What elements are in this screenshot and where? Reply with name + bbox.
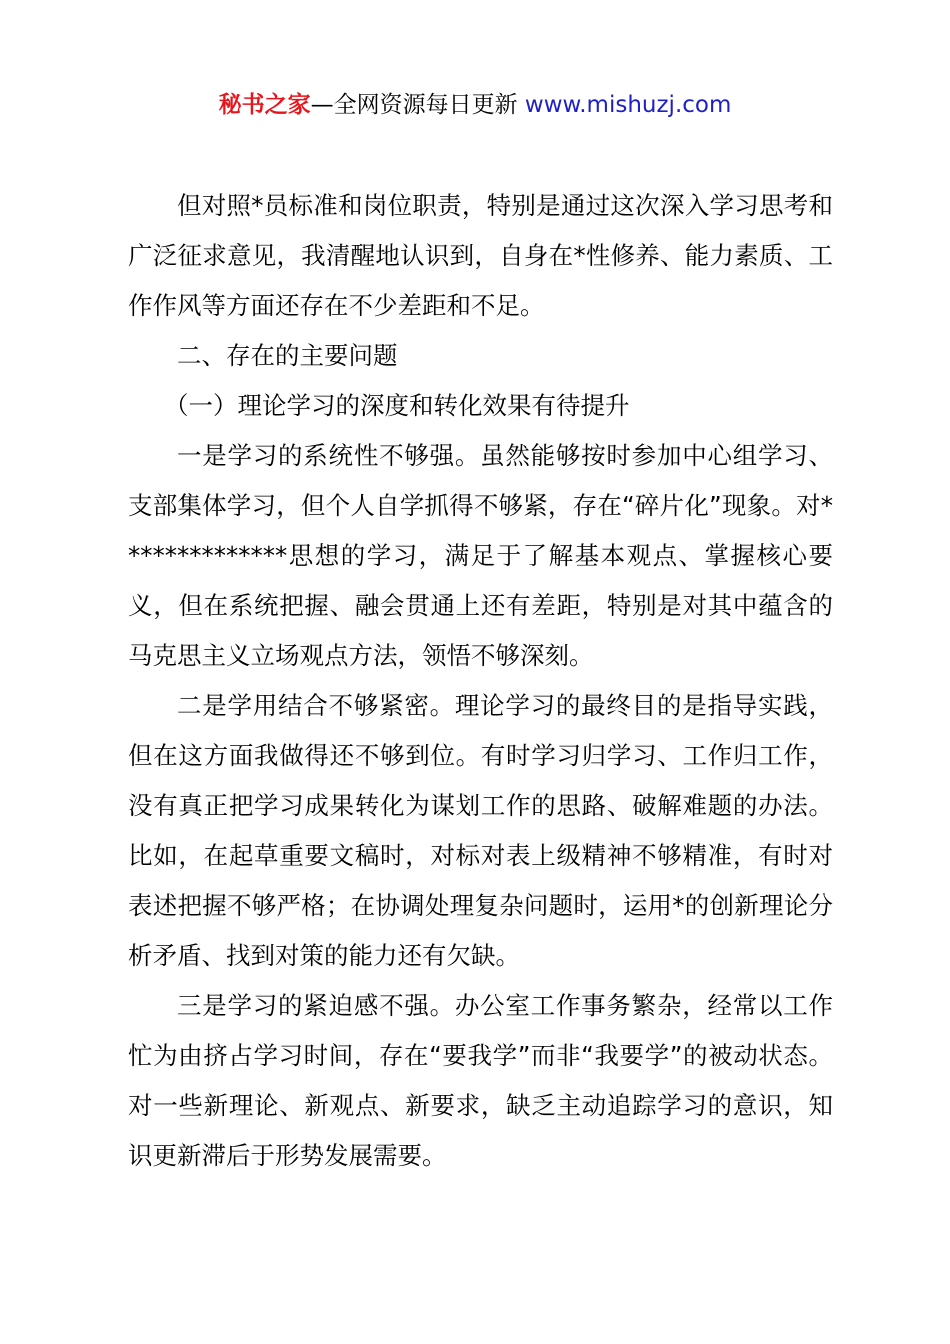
website-link[interactable]: www.mishuzj.com [524, 92, 732, 118]
section-heading: 二、存在的主要问题 [177, 341, 398, 370]
page-header [0, 88, 950, 122]
paragraph-point-one: 一是学习的系统性不够强。虽然能够按时参加中心组学习、支部集体学习，但个人自学抓得不够紧，存在“碎片化”现象。对**************思想的学习，满足于了解基本观点、掌握核心要义，但在系统把握、融会贯通上还有差距，特别是对其中蕴含的马克思主义立场观点方法，领悟不够深刻。 [128, 441, 833, 670]
subsection-heading: （一）理论学习的深度和转化效果有待提升 [164, 391, 630, 420]
paragraph-intro: 但对照*员标准和岗位职责，特别是通过这次深入学习思考和广泛征求意见，我清醒地认识到，自身在*性修养、能力素质、工作作风等方面还存在不少差距和不足。 [128, 191, 833, 320]
paragraph-point-three: 三是学习的紧迫感不强。办公室工作事务繁杂，经常以工作忙为由挤占学习时间，存在“要我学”而非“我要学”的被动状态。对一些新理论、新观点、新要求，缺乏主动追踪学习的意识，知识更新滞后于形势发展需要。 [128, 991, 833, 1170]
header-tagline: —全网资源每日更新 [310, 92, 518, 118]
paragraph-point-two: 二是学用结合不够紧密。理论学习的最终目的是指导实践，但在这方面我做得还不够到位。有时学习归学习、工作归工作，没有真正把学习成果转化为谋划工作的思路、破解难题的办法。比如，在起草重要文稿时，对标对表上级精神不够精准，有时对表述把握不够严格；在协调处理复杂问题时，运用*的创新理论分析矛盾、找到对策的能力还有欠缺。 [128, 691, 833, 970]
brand-name: 秘书之家 [218, 92, 311, 118]
document-body [128, 181, 833, 1181]
